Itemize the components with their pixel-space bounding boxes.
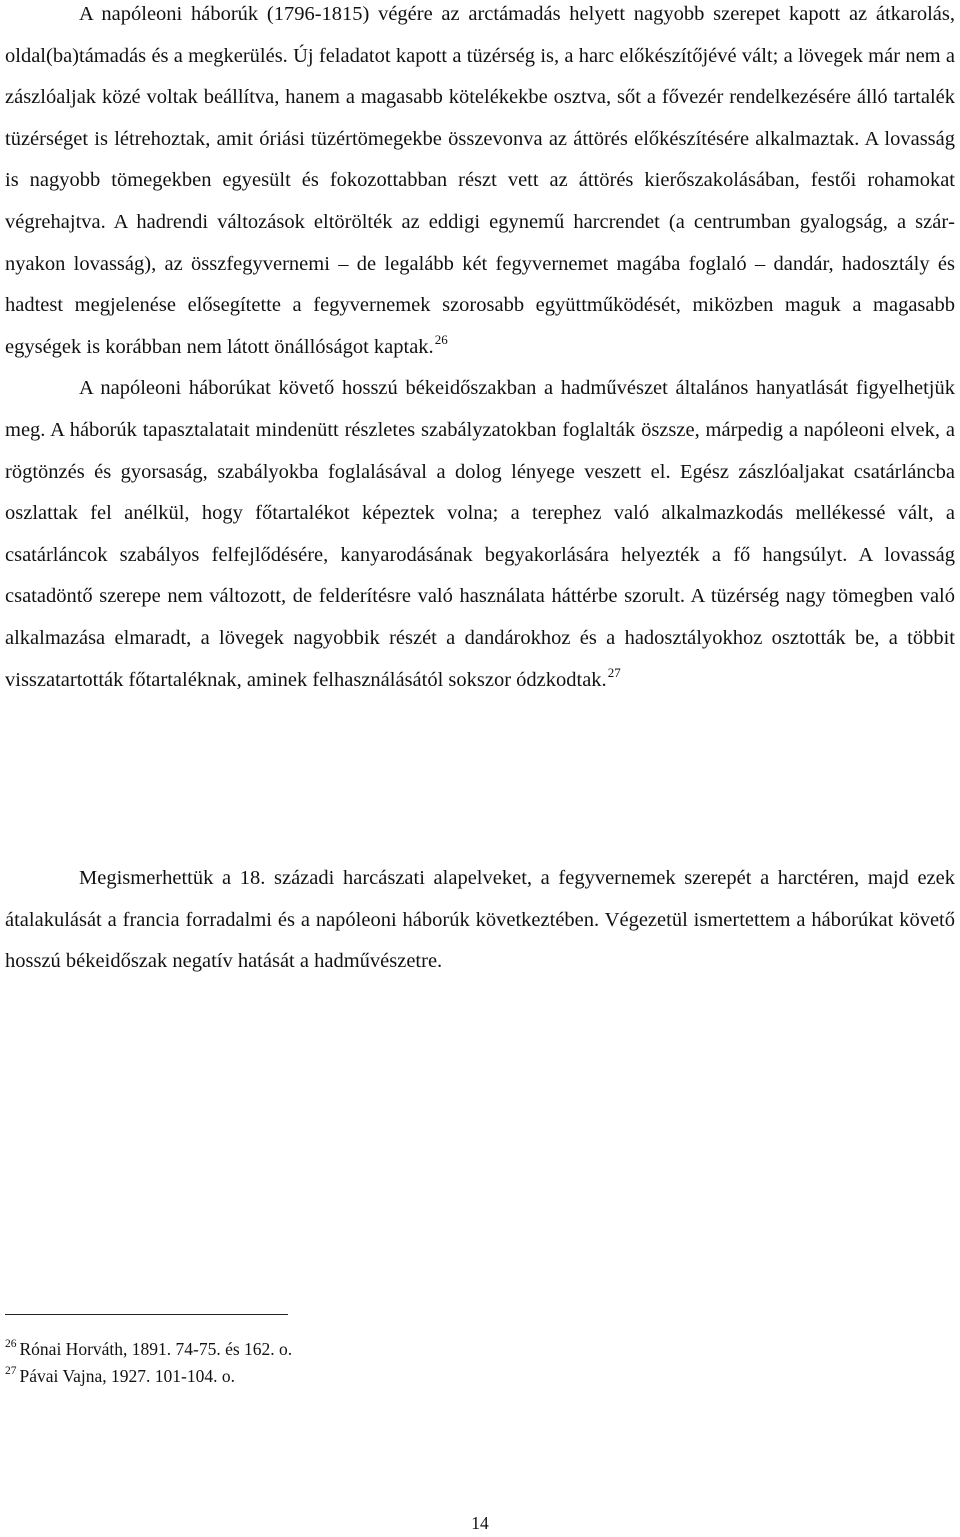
paragraph-summary: Megismerhettük a 18. századi harcászati alapelveket, a fegyvernemek szerepét a harctéren, majd ezek átalakulását a francia forradalmi és a napóleoni háborúk következtében. Végezetül ismertettem a háborúkat követő hosszú békeidőszak negatív hatását a hadművészetre. (5, 867, 955, 973)
main-text (5, 0, 955, 701)
paragraph-text: A napóleoni háborúkat követő hosszú békeidőszakban a hadművészet általános hanyatlását figyelhetjük meg. A háborúk tapasztalatait mindenütt részletes szabályzatokban foglalták öszsze, márpedig a napóleoni elvek, a rögtönzés és gyorsaság, szabályokba foglalásával a dolog lényege veszett el. Egész zászlóaljakat csatárláncba oszlattak fel anélkül, hogy főtartalékot képeztek volna; a terephez való alkalmazkodás mellékessé vált, a csatárláncok szabályos felfejlődésére, kanyarodásának begyakorlására helyezték a fő hangsúlyt. A lovasság csatadöntő szerepe nem változott, de felderítésre való használata háttérbe szorult. A tüzérség nagy tömegben való alkalmazása elmaradt, a lövegek nagyobbik részét a dandárokhoz és a hadosztályokhoz osztották be, a többit visszatartották főtartaléknak, aminek felhasználásától sokszor ódzkodtak. (5, 377, 955, 691)
paragraph-peacetime-decline (5, 368, 955, 701)
footnote-reference-26[interactable]: 26 (434, 331, 448, 347)
footnote-number: 26 (5, 1338, 17, 1350)
footnotes (5, 1336, 705, 1390)
footnote-reference-27[interactable]: 27 (607, 664, 621, 680)
footnote-number: 27 (5, 1365, 17, 1377)
summary-text (5, 858, 955, 983)
footnote-separator (5, 1314, 288, 1315)
footnote-text: Rónai Horváth, 1891. 74-75. és 162. o. (19, 1339, 293, 1359)
footnote-26 (5, 1336, 705, 1363)
footnote-27 (5, 1363, 705, 1390)
footnote-text: Pávai Vajna, 1927. 101-104. o. (19, 1366, 235, 1386)
paragraph-napoleonic-tactics (5, 0, 955, 368)
page-number: 14 (471, 1513, 489, 1533)
paragraph-text: A napóleoni háborúk (1796-1815) végére az arctámadás helyett nagyobb szerepet kapott az átkarolás, oldal(ba)támadás és a megkerülés. Új feladatot kapott a tüzérség is, a harc előkészítőjévé vált; a lövegek már nem a zászlóaljak közé voltak beállítva, hanem a magasabb kötelékekbe osztva, sőt a fővezér rendelkezésére álló tartalék tüzérséget is létrehoztak, amit óriási tüzértömegekbe összevonva az áttörés előkészítésére alkalmaztak. A lovasság is nagyobb tömegekben egyesült és fokozottabban részt vett az áttörés kierőszakolásában, festői rohamokat végrehajtva. A hadrendi változások eltörölték az eddigi egynemű harcrendet (a centrumban gyalogság, a szárnyakon lovasság), az összfegyvernemi – de legalább két fegyvernemet magába foglaló – dandár, hadosztály és hadtest megjelenése elősegítette a fegyvernemek szorosabb együttműködését, miközben maguk a magasabb egységek is korábban nem látott önállóságot kaptak. (5, 3, 955, 358)
